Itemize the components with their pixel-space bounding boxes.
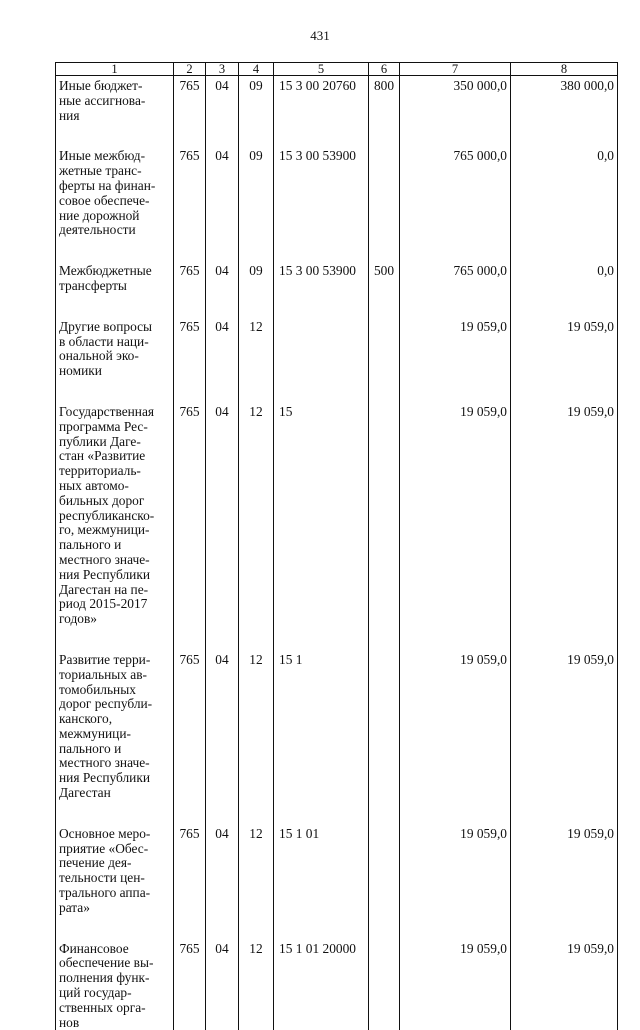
row-name-line: пального и	[59, 538, 172, 553]
target-article-cell: 15 3 00 53900	[274, 145, 369, 260]
row-name-line: Иные межбюд-	[59, 149, 172, 164]
row-name-line: печение дея-	[59, 856, 172, 871]
amount-year1-cell: 19 059,0	[400, 938, 511, 1030]
row-name-line: Финансовое	[59, 942, 172, 957]
row-name-line: томобильных	[59, 683, 172, 698]
row-name-line: обеспечение вы-	[59, 956, 172, 971]
ministry-code-cell: 765	[174, 823, 206, 938]
amount-year2-cell: 0,0	[511, 145, 618, 260]
row-name-line: жетные транс-	[59, 164, 172, 179]
row-name-cell	[56, 938, 174, 1030]
section-code-cell: 04	[206, 649, 239, 823]
row-name-line: тельности цен-	[59, 871, 172, 886]
section-code-cell: 04	[206, 145, 239, 260]
row-name-line: го, межмуници-	[59, 523, 172, 538]
subsection-code-cell: 12	[239, 649, 274, 823]
row-name-cell	[56, 260, 174, 316]
row-name-cell	[56, 823, 174, 938]
row-name-line: публики Даге-	[59, 435, 172, 450]
expense-type-cell: 800	[369, 76, 400, 146]
expense-type-cell: 500	[369, 260, 400, 316]
ministry-code-cell: 765	[174, 938, 206, 1030]
column-number-header	[56, 63, 618, 76]
row-name-line: ферты на финан-	[59, 179, 172, 194]
amount-year1-cell: 19 059,0	[400, 401, 511, 649]
table-row	[56, 938, 618, 1030]
target-article-cell: 15 1	[274, 649, 369, 823]
row-name-line: полнения функ-	[59, 971, 172, 986]
amount-year1-cell: 765 000,0	[400, 145, 511, 260]
column-header: 6	[369, 63, 400, 76]
expense-type-cell	[369, 823, 400, 938]
row-name-line: Дагестан на пе-	[59, 583, 172, 598]
row-name-line: ния Республики	[59, 771, 172, 786]
row-name-line: трального аппа-	[59, 886, 172, 901]
row-name-line: деятельности	[59, 223, 172, 238]
section-code-cell: 04	[206, 76, 239, 146]
ministry-code-cell: 765	[174, 649, 206, 823]
amount-year2-cell: 19 059,0	[511, 938, 618, 1030]
row-name-line: риод 2015-2017	[59, 597, 172, 612]
target-article-cell: 15 1 01	[274, 823, 369, 938]
amount-year1-cell: 765 000,0	[400, 260, 511, 316]
row-name-cell	[56, 316, 174, 401]
subsection-code-cell: 09	[239, 76, 274, 146]
section-code-cell: 04	[206, 316, 239, 401]
row-name-line: ственных орга-	[59, 1001, 172, 1016]
target-article-cell: 15	[274, 401, 369, 649]
row-name-line: Другие вопросы	[59, 320, 172, 335]
section-code-cell: 04	[206, 260, 239, 316]
row-name-line: ональной эко-	[59, 349, 172, 364]
expense-type-cell	[369, 649, 400, 823]
column-header: 4	[239, 63, 274, 76]
amount-year2-cell: 380 000,0	[511, 76, 618, 146]
row-name-line: приятие «Обес-	[59, 842, 172, 857]
row-name-line: стан «Развитие	[59, 449, 172, 464]
table-row	[56, 823, 618, 938]
row-name-line: Межбюджетные	[59, 264, 172, 279]
column-header: 3	[206, 63, 239, 76]
table-row	[56, 260, 618, 316]
row-name-cell	[56, 401, 174, 649]
row-name-cell	[56, 76, 174, 146]
table-row	[56, 401, 618, 649]
subsection-code-cell: 12	[239, 401, 274, 649]
expense-type-cell	[369, 145, 400, 260]
amount-year2-cell: 19 059,0	[511, 649, 618, 823]
amount-year2-cell: 0,0	[511, 260, 618, 316]
target-article-cell	[274, 316, 369, 401]
row-name-line: Развитие терри-	[59, 653, 172, 668]
table-row	[56, 145, 618, 260]
table-body	[56, 76, 618, 1030]
table-row	[56, 76, 618, 146]
ministry-code-cell: 765	[174, 260, 206, 316]
amount-year1-cell: 19 059,0	[400, 649, 511, 823]
subsection-code-cell: 09	[239, 145, 274, 260]
row-name-line: ций государ-	[59, 986, 172, 1001]
expense-type-cell	[369, 401, 400, 649]
row-name-line: программа Рес-	[59, 420, 172, 435]
subsection-code-cell: 12	[239, 823, 274, 938]
row-name-line: номики	[59, 364, 172, 379]
table-row	[56, 649, 618, 823]
row-name-line: Государственная	[59, 405, 172, 420]
column-header: 1	[56, 63, 174, 76]
amount-year1-cell: 19 059,0	[400, 316, 511, 401]
ministry-code-cell: 765	[174, 316, 206, 401]
section-code-cell: 04	[206, 401, 239, 649]
section-code-cell: 04	[206, 823, 239, 938]
target-article-cell: 15 3 00 53900	[274, 260, 369, 316]
row-name-line: ных автомо-	[59, 479, 172, 494]
subsection-code-cell: 12	[239, 316, 274, 401]
ministry-code-cell: 765	[174, 145, 206, 260]
amount-year1-cell: 350 000,0	[400, 76, 511, 146]
row-name-cell	[56, 145, 174, 260]
amount-year2-cell: 19 059,0	[511, 401, 618, 649]
row-name-line: местного значе-	[59, 553, 172, 568]
row-name-line: в области наци-	[59, 335, 172, 350]
budget-table	[55, 62, 618, 1030]
row-name-line: территориаль-	[59, 464, 172, 479]
row-name-line: нов	[59, 1016, 172, 1030]
row-name-line: Основное меро-	[59, 827, 172, 842]
expense-type-cell	[369, 938, 400, 1030]
row-name-line: бильных дорог	[59, 494, 172, 509]
subsection-code-cell: 09	[239, 260, 274, 316]
column-header: 5	[274, 63, 369, 76]
amount-year2-cell: 19 059,0	[511, 823, 618, 938]
row-name-line: совое обеспече-	[59, 194, 172, 209]
table-row	[56, 316, 618, 401]
amount-year2-cell: 19 059,0	[511, 316, 618, 401]
row-name-line: трансферты	[59, 279, 172, 294]
row-name-line: Дагестан	[59, 786, 172, 801]
row-name-line: местного значе-	[59, 756, 172, 771]
row-name-line: республиканско-	[59, 509, 172, 524]
target-article-cell: 15 1 01 20000	[274, 938, 369, 1030]
subsection-code-cell: 12	[239, 938, 274, 1030]
target-article-cell: 15 3 00 20760	[274, 76, 369, 146]
row-name-cell	[56, 649, 174, 823]
column-header: 7	[400, 63, 511, 76]
row-name-line: ния	[59, 109, 172, 124]
row-name-line: дорог республи-	[59, 697, 172, 712]
row-name-line: рата»	[59, 901, 172, 916]
column-header: 8	[511, 63, 618, 76]
row-name-line: Иные бюджет-	[59, 79, 172, 94]
row-name-line: пального и	[59, 742, 172, 757]
row-name-line: ние дорожной	[59, 209, 172, 224]
section-code-cell: 04	[206, 938, 239, 1030]
ministry-code-cell: 765	[174, 76, 206, 146]
row-name-line: канского,	[59, 712, 172, 727]
row-name-line: межмуници-	[59, 727, 172, 742]
amount-year1-cell: 19 059,0	[400, 823, 511, 938]
row-name-line: ния Республики	[59, 568, 172, 583]
column-header: 2	[174, 63, 206, 76]
row-name-line: годов»	[59, 612, 172, 627]
page-number: 431	[0, 28, 640, 44]
row-name-line: ные ассигнова-	[59, 94, 172, 109]
expense-type-cell	[369, 316, 400, 401]
row-name-line: ториальных ав-	[59, 668, 172, 683]
ministry-code-cell: 765	[174, 401, 206, 649]
